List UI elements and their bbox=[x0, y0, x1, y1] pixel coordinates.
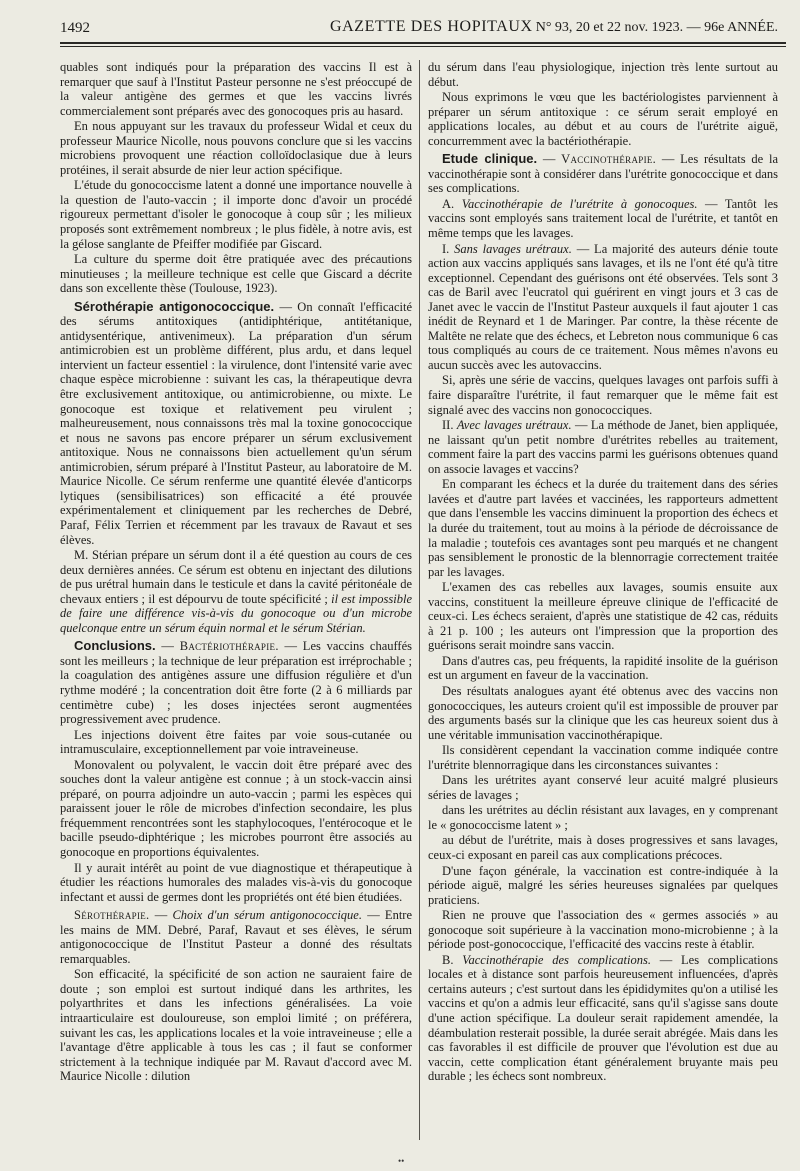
paragraph: au début de l'urétrite, mais à doses progressives et sans lavages, ceux-ci exposant en pareil cas aux complications précoces. bbox=[428, 833, 778, 862]
header-rule-thick bbox=[60, 42, 786, 44]
paragraph: D'une façon générale, la vaccination est contre-indiquée à la période aiguë, malgré les séries heureuses signalées par quelques praticiens. bbox=[428, 863, 778, 907]
paragraph: quables sont indiqués pour la préparation des vaccins Il est à remarquer que sauf à l'Institut Pasteur personne ne s'est préoccupé de la valeur antigène des germes et que les vaccins livrés commercialement sont préparés avec des gonocoques pris au hasard. bbox=[60, 60, 412, 118]
paragraph-text: M. Stérian prépare un sérum dont il a été question au cours de ces deux dernières années. Ce sérum est obtenu en injectant des dilutions de pus urétral humain dans le testicule et dans la cavité péritonéale de chevaux entiers ; il est dépourvu de toute spécificité ; bbox=[60, 548, 412, 606]
paragraph: En comparant les échecs et la durée du traitement dans des séries lavées et d'autre part lavées et vaccinées, les rapporteurs admettent que dans l'ensemble les vaccins diminuent la proportion des échecs et la durée du traitement, tout au moins à la période de décroissance de la maladie ; toutefois ces avantages sont peu marqués et ne changent pas sensiblement le pronostic de la blennorragie correctement traitée par les lavages. bbox=[428, 477, 778, 579]
section-clinical-study: Etude clinique. — Vaccinothérapie. — Les résultats de la vaccinothérapie sont à considérer dans l'urétrite gonococcique et dans ses complications. bbox=[428, 151, 778, 196]
issue-info: N° 93, 20 et 22 nov. 1923. — 96e ANNÉE. bbox=[535, 20, 778, 35]
italic-text: Sans lavages urétraux. bbox=[454, 241, 572, 256]
italic-text: il est impossible de faire une différence vis-à-vis du gonocoque ou d'un microbe quelconque entre un sérum équin normal et le sérum Stérian. bbox=[60, 591, 412, 635]
paragraph bbox=[428, 197, 778, 241]
paragraph: Dans d'autres cas, peu fréquents, la rapidité insolite de la guérison est un argument en faveur de la vaccination. bbox=[428, 653, 778, 683]
paragraph: Nous exprimons le vœu que les bactériologistes parviennent à préparer un sérum antitoxique : ce sérum serait employé en applications locales, au début et au cours de l'urétrite aiguë, concurremment avec la bactériothérapie. bbox=[428, 90, 778, 148]
section-text: — On connaît l'efficacité des sérums antitoxiques (antidiphtérique, antitétanique, antidysentérique, antivenimeux). La préparation d'un sérum antimicrobien est un problème différent, plus ardu, et dans lequel intervient un facteur essentiel : la virulence, dont l'intensité varie avec chaque espèce microbienne : suivant les cas, la thérapeutique devra être exclusivement antitoxique, ou antimicrobienne, ou mixte. Le gonocoque est toxique et relativement peu virulent ; malheureusement, nous connaissons très mal la toxine gonococcique et nous ne savons pas encore préparer un sérum exclusivement antitoxique. Nous ne connaissons bien actuellement qu'un sérum antimicrobien, sérum préparé à l'Institut Pasteur, au laboratoire de M. Maurice Nicolle. Ce sérum renferme une quantité élevée d'anticorps lytiques (sensibilisatrices) son efficacité a été prouvée expérimentalement et cliniquement par les recherches de Debré, Paraf, Félix Terrien et récemment par les travaux de Ravaut et ses élèves. bbox=[60, 299, 412, 547]
paragraph-text: — La méthode de Janet, bien appliquée, ne laissant qu'un petit nombre d'urétrites rebelles au traitement, comment faire la part des vaccins parmi les guérisons obtenues quand on associe lavages et vaccins? bbox=[428, 418, 778, 476]
paragraph: Monovalent ou polyvalent, le vaccin doit être préparé avec des souches dont la valeur antigène est connue ; à un stock-vaccin ainsi préparé, on pourra adjoindre un auto-vaccin ; parmi les espèces qui paraissent jouer le rôle de microbes d'infection secondaire, les plus fréquemment rencontrées sont les staphylocoques, l'entérocoque et le bacille pseudo-diphtérique ; les microbes pourront être associés au gonocoque en proportions équivalentes. bbox=[60, 757, 412, 859]
item-prefix: B. bbox=[442, 952, 463, 967]
left-column bbox=[60, 60, 412, 1150]
paragraph bbox=[428, 418, 778, 476]
item-prefix: I. bbox=[442, 241, 455, 256]
section-text: — Entre les mains de MM. Debré, Paraf, Ravaut et ses élèves, le sérum antigonococcique de l'Institut Pasteur a donné des résultats remarquables. bbox=[60, 908, 412, 966]
paragraph: En nous appuyant sur les travaux du professeur Widal et ceux du professeur Maurice Nicolle, nous pouvons conclure que si les vaccins microbiens provoquent une réaction colloïdoclasique due à leurs protéines, il serait absurde de nier leur action spécifique. bbox=[60, 119, 412, 177]
paragraph: Dans les urétrites ayant conservé leur acuité malgré plusieurs séries de lavages ; bbox=[428, 773, 778, 802]
item-prefix: A. bbox=[442, 196, 462, 211]
section-title: Conclusions. bbox=[74, 638, 156, 654]
paragraph: Son efficacité, la spécificité de son action ne sauraient faire de doute ; son emploi est surtout indiqué dans les arthrites, les polyarthrites et dans les infections généralisées. La voie intraarticulaire est douloureuse, son emploi limité ; on préférera, suivant les cas, les applications locales et la voie intraveineuse ; elle a l'avantage d'être applicable à tous les cas ; il faut se conformer strictement à la technique indiquée par M. Ravaut d'accord avec M. Maurice Nicolle : dilution bbox=[60, 967, 412, 1084]
page-header bbox=[60, 14, 788, 42]
paragraph bbox=[60, 548, 412, 635]
section-title: Etude clinique. bbox=[442, 151, 538, 167]
paragraph-text: — Tantôt les vaccins sont employés sans traitement local de l'urétrite, et tantôt en même temps que les lavages. bbox=[428, 196, 778, 241]
paragraph: Si, après une série de vaccins, quelques lavages ont parfois suffi à faire disparaître l'urétrite, il faut remarquer que le même fait est signalé avec des vaccins non gonococciques. bbox=[428, 373, 778, 417]
italic-text: Vaccinothérapie de l'urétrite à gonocoques. bbox=[461, 196, 698, 211]
footer-mark: •• bbox=[398, 1156, 405, 1166]
italic-text: Vaccinothérapie des complications. bbox=[462, 952, 651, 967]
section-text: — Les résultats de la vaccinothérapie sont à considérer dans l'urétrite gonococcique et dans ses complications. bbox=[428, 152, 778, 196]
paragraph: Ils considèrent cependant la vaccination comme indiquée contre l'urétrite blennorragique dans les circonstances suivantes : bbox=[428, 743, 778, 772]
column-divider bbox=[419, 60, 420, 1140]
italic-text: Choix d'un sérum antigonococcique. bbox=[172, 908, 362, 923]
paragraph: Il y aurait intérêt au point de vue diagnostique et thérapeutique à étudier les réactions humorales des malades vis-à-vis du gonocoque infectant et aussi de germes dont les propriétés ont été bien étudiées. bbox=[60, 860, 412, 904]
paragraph: Rien ne prouve que l'association des « germes associés » au gonocoque soit supérieure à la vaccination mono-microbienne ; à la période post-gonococcique, l'efficacité des vaccins reste à établir. bbox=[428, 908, 778, 952]
subsection-title: Sérothérapie. bbox=[74, 908, 150, 923]
subsection-serotherapy: Sérothérapie. — Choix d'un sérum antigonococcique. — Entre les mains de MM. Debré, Paraf, Ravaut et ses élèves, le sérum antigonococcique de l'Institut Pasteur a donné des résultats remarquables. bbox=[60, 908, 412, 966]
paragraph: dans les urétrites au déclin résistant aux lavages, en y comprenant le « gonococcisme latent » ; bbox=[428, 803, 778, 832]
subsection-title: Vaccinothérapie. bbox=[561, 152, 657, 167]
paragraph: Des résultats analogues ayant été obtenus avec des vaccins non gonococciques, les auteurs croient qu'il est impossible de prouver par des arguments basés sur la clinique que les cas heureux soient dus à une véritable immunisation vaccinothérapique. bbox=[428, 683, 778, 742]
journal-title: GAZETTE DES HOPITAUX bbox=[330, 18, 533, 35]
page-number: 1492 bbox=[60, 20, 90, 36]
paragraph-text: — Les complications locales et à distance sont parfois heureusement influencées, d'après certains auteurs ; c'est surtout dans les épididymites qu'on a utilisé les vaccins et qu'on a admis leur efficacité, sans qu'il s'agisse sans doute d'une action spécifique. La douleur serait rapidement amendée, la déambulation resterait possible, la durée serait abrégée. Mais dans les cas favorables il est difficile de prouver que l'évolution est due au vaccin, cette complication étant généralement bruyante mais peu durable ; les échecs sont nombreux. bbox=[428, 952, 778, 1084]
section-title: Sérothérapie antigonococcique. bbox=[74, 298, 275, 314]
section-text: — Les vaccins chauffés sont les meilleurs ; la technique de leur préparation est irréprochable ; la coagulation des antigènes assure une diffusion régulière et d'un rythme modéré ; la concentration doit être forte (2 à 6 milliards par centimètre cube) ; les doses injectées seront augmentées progressivement avec prudence. bbox=[60, 639, 412, 727]
paragraph bbox=[428, 953, 778, 1084]
paragraph: Les injections doivent être faites par voie sous-cutanée ou intramusculaire, exceptionnellement par voie intraveineuse. bbox=[60, 727, 412, 757]
paragraph-text: — La majorité des auteurs dénie toute action aux vaccins appliqués sans lavages, et ils ne l'ont été qu'à titre exceptionnel. Cependant des guérisons ont été observées. Tels sont 3 cas de Baril avec l'eucratol qui guérirent en vingt jours et 3 cas de Janet avec le vaccin de l'Institut Pasteur auxquels il faut ajouter 1 cas inédit de Reynard et 1 de Maringer. Par contre, la thèse récente de Maltête ne relate que des échecs, et Lebreton nous communique 6 cas tous compliqués au cours de ce traitement. Nous mêmes n'avons eu aucun succès avec les autovaccins. bbox=[428, 241, 778, 372]
item-prefix: II. bbox=[442, 418, 457, 433]
paragraph: La culture du sperme doit être pratiquée avec des précautions minutieuses ; la meilleure technique est celle que Giscard a décrite dans son excellente thèse (Toulouse, 1923). bbox=[60, 252, 412, 296]
paragraph: L'examen des cas rebelles aux lavages, soumis ensuite aux vaccins, constituent la meilleure épreuve clinique de l'efficacité de ceux-ci. Les échecs seraient, d'après une statistique de 42 cas, réduits à 21 p. 100 ; les auteurs ont l'impression que la proportion des guérisons serait moindre sans vaccin. bbox=[428, 580, 778, 653]
section-serotherapy bbox=[60, 300, 412, 547]
subsection-title: Bactériothérapie. bbox=[179, 639, 279, 654]
paragraph: L'étude du gonococcisme latent a donné une importance nouvelle à la question de l'auto-vaccin ; il importe donc d'avoir un procédé rigoureux permettant d'isoler le gonocoque à coup sûr ; les milieux proposés sont extrêmement nombreux ; le plus fidèle, à notre avis, est la gélose sanglante de Pfeiffer modifiée par Giscard. bbox=[60, 178, 412, 251]
paragraph: du sérum dans l'eau physiologique, injection très lente surtout au début. bbox=[428, 60, 778, 89]
section-conclusions: Conclusions. — Bactériothérapie. — Les vaccins chauffés sont les meilleurs ; la technique de leur préparation est irréprochable ; la coagulation des antigènes assure une diffusion régulière et d'un rythme modéré ; la concentration doit être forte (2 à 6 milliards par centimètre cube) ; les doses injectées seront augmentées progressivement avec prudence. bbox=[60, 638, 412, 727]
header-rule-thin bbox=[60, 46, 786, 47]
italic-text: Avec lavages urétraux. bbox=[456, 418, 572, 433]
right-column bbox=[428, 60, 778, 1150]
paragraph bbox=[428, 242, 778, 373]
